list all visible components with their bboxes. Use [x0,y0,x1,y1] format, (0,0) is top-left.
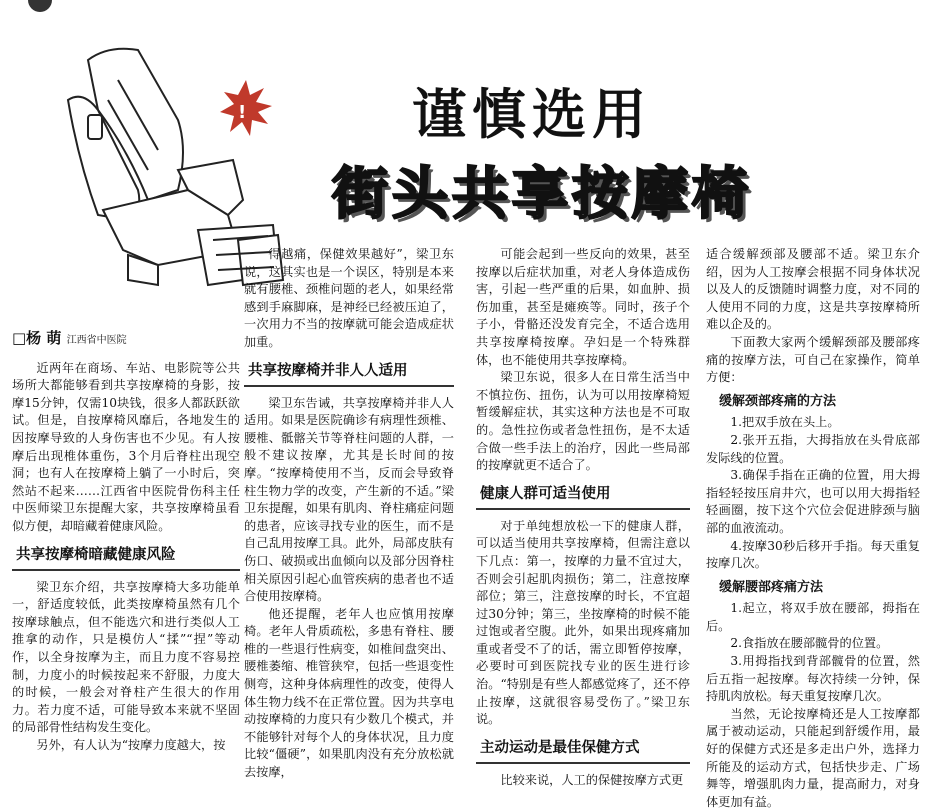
paragraph: 下面教大家两个缓解颈部及腰部疼痛的按摩方法，可自己在家操作，简单方便： [706,334,920,385]
intro-paragraph: 近两年在商场、车站、电影院等公共场所大都能够看到共享按摩椅的身影，按摩15分钟，仅需10块钱，很多人都跃跃欲试。但是，自按摩椅风靡后，各地发生的因按摩导致的人身伤害也不少见。有人按摩后出现椎体重伤，3个月后脊柱出现空洞；也有人在按摩椅上躺了一小时后，突然站不起来……江西省中医院骨伤科主任中医师梁卫东提醒大家，共享按摩椅虽看似方便，却暗藏着健康风险。 [12,360,240,533]
closing-paragraph: 当然，无论按摩椅还是人工按摩都属于被动运动，只能起到舒缓作用，最好的保健方式还是多走出户外，选择力所能及的运动方式，包括快步走、广场舞等，增强肌肉力量，提高耐力，对身体更加有益。 [706,706,920,809]
byline-author: □杨 萌 [12,329,62,347]
paragraph: 梁卫东说，很多人在日常生活当中不慎拉伤、扭伤，认为可以用按摩椅短暂缓解症状，其实这种方法也是不可取的。急性拉伤或者急性扭伤，是不太适合做一些手法上的治疗，因此一些局部的按摩就更不适合了。 [476,370,690,473]
paragraph: 适合缓解颈部及腰部不适。梁卫东介绍，因为人工按摩会根据不同身体状况以及人的反馈随时调整力度，对不同的人使用不同的力度，这是共享按摩椅所难以企及的。 [706,247,920,332]
paragraph: 比较来说，人工的保健按摩方式更 [500,772,684,787]
column-1 [12,330,240,754]
section-heading-not-for-all: 共享按摩椅并非人人适用 [244,358,454,387]
waist-step: 2.食指放在腰部髋骨的位置。 [730,636,889,651]
neck-step: 1.把双手放在头上。 [730,415,840,430]
paragraph: 他还提醒，老年人也应慎用按摩椅。老年人骨质疏松，多患有脊柱、腰椎的一些退行性病变，如椎间盘突出、腰椎萎缩、椎管狭窄，包括一些退变性侧弯，这种身体病理性的改变，使得人体生物力线不在正常位置。因为共享电动按摩椅的力度只有少数几个模式，并不能够针对每个人的身体状况，且力度比较“僵硬”，如果肌肉没有充分放松就去按摩， [244,606,454,780]
neck-step: 2.张开五指，大拇指放在头骨底部发际线的位置。 [706,432,920,465]
column-3 [476,246,690,789]
section-heading-risk: 共享按摩椅暗藏健康风险 [12,542,240,571]
section-heading-active-exercise: 主动运动是最佳保健方式 [476,735,690,764]
paragraph: 另外，有人认为“按摩力度越大，按 [36,737,226,752]
neck-step: 4.按摩30秒后移开手指。每天重复按摩几次。 [706,538,920,571]
neck-step: 3.确保手指在正确的位置，用大拇指轻轻按压肩井穴，也可以用大拇指轻轻画圈，按下这个穴位会促进脖颈与脑部的血液流动。 [706,468,920,535]
svg-text:!: ! [238,102,247,123]
byline-org: 江西省中医院 [66,335,127,346]
waist-method-title: 缓解腰部疼痛方法 [719,579,824,595]
neck-method-title: 缓解颈部疼痛的方法 [719,393,837,409]
waist-step: 3.用拇指找到背部髋骨的位置，然后五指一起按摩。每次持续一分钟，保持肌肉放松。每天重复按摩几次。 [706,654,920,704]
section-heading-healthy-use: 健康人群可适当使用 [476,481,690,510]
headline-line2: 街头共享按摩椅 [332,162,752,227]
paragraph: 可能会起到一些反向的效果，甚至按摩以后症状加重，对老人身体造成伤害，引起一些严重的后果，如血肿、损伤加重，甚至是瘫痪等。同时，孩子个子小，骨骼还没发育完全，不适合选用共享按摩椅按摩。孕妇是一个特殊群体，也不能使用共享按摩椅。 [476,247,690,367]
paragraph: 梁卫东介绍，共享按摩椅大多功能单一，舒适度较低，此类按摩椅虽然有几个按摩球触点，但不能选穴和进行类似人工推拿的动作，只是模仿人“揉”“捏”等动作，以全身按摩为主，而且力度不容易控制，力度小的时候按起来不舒服，力度大的时候，一般会对脊柱产生很大的作用力。若力度不适，可能导致本来就不坚固的局部骨性结构发生变化。 [12,579,240,735]
page-corner-mark [28,0,52,12]
paragraph: 得越痛，保健效果越好”，梁卫东说，这其实也是一个误区，特别是本来就有腰椎、颈椎问题的老人，如果经常感到手麻脚麻，是神经已经被压迫了，一次用力不当的按摩就可能会造成症状加重。 [244,247,454,349]
waist-step: 1.起立，将双手放在腰部，拇指在后。 [706,601,920,633]
byline [12,330,240,350]
column-2 [244,246,454,782]
column-4 [706,246,920,811]
paragraph: 梁卫东告诫，共享按摩椅并非人人适用。如果是医院确诊有病理性颈椎、腰椎、骶髂关节等脊柱问题的人群，一般不建议按摩，尤其是长时间的按摩。“按摩椅使用不当，反而会导致脊柱生物力学的改变，产生新的不适。”梁卫东提醒，如果有肌肉、脊柱痛症问题的患者，应该寻找专业的医生，而不是自己乱用按摩工具。此外，局部皮肤有伤口、破损或出血倾向以及部分因脊柱相关原因引起心血管疾病的患者也不适合使用按摩椅。 [244,395,454,604]
headline-line1: 谨慎选用 [412,83,652,146]
paragraph: 对于单纯想放松一下的健康人群，可以适当使用共享按摩椅，但需注意以下几点：第一，按摩的力量不宜过大，否则会引起肌肉损伤；第二，注意按摩部位；第三，注意按摩的时长，不宜超过30分钟；第三，坐按摩椅的时候不能过饱或者空腹。此外，如果出现疼痛加重或者受不了的话，需立即暂停按摩，必要时可到医院找专业的医生进行诊治。“特别是有些人都感觉疼了，还不停止按摩，这就很容易受伤了。”梁卫东说。 [476,518,690,727]
